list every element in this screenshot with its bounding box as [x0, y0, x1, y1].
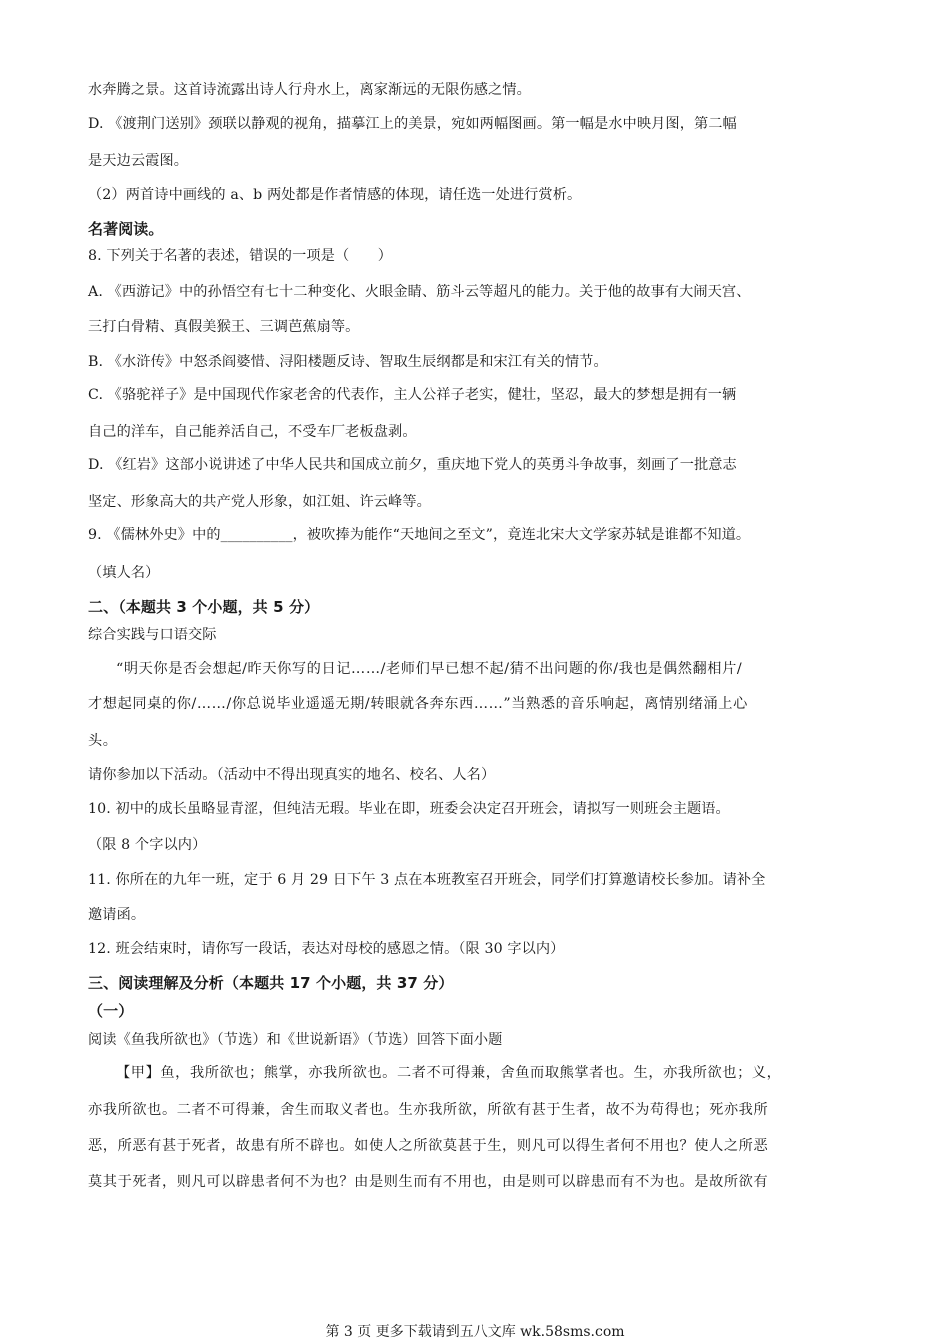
option-d-line: D. 《红岩》这部小说讲述了中华人民共和国成立前夕，重庆地下党人的英勇斗争故事，刻画了一批意志 [88, 457, 737, 473]
subsection-heading-1: （一） [88, 1002, 134, 1020]
text-line: 邀请函。 [88, 907, 146, 923]
text-line: 水奔腾之景。这首诗流露出诗人行舟水上，离家渐远的无限伤感之情。 [88, 82, 531, 98]
text-line: 是天边云霞图。 [88, 153, 189, 169]
lyrics-line: “明天你是否会想起/昨天你写的日记……/老师们早已想不起/猜不出问题的你/我也是偶然翻相片/ [116, 661, 743, 677]
lyrics-line: 才想起同桌的你/……/你总说毕业遥遥无期/转眼就各奔东西……”当熟悉的音乐响起，离情别绪涌上心 [88, 696, 748, 712]
text-line: 自己的洋车，自己能养活自己，不受车厂老板盘剥。 [88, 424, 417, 440]
subsection-title: 综合实践与口语交际 [88, 627, 217, 643]
question-12: 12. 班会结束时，请你写一段话，表达对母校的感恩之情。（限 30 字以内） [88, 941, 565, 957]
question-10: 10. 初中的成长虽略显青涩，但纯洁无瑕。毕业在即，班委会决定召开班会，请拟写一则班会主题语。 [88, 801, 730, 817]
text-line: 坚定、形象高大的共产党人形象，如江姐、许云峰等。 [88, 494, 431, 510]
option-c-line: C. 《骆驼祥子》是中国现代作家老舍的代表作，主人公祥子老实，健壮，坚忍，最大的梦想是拥有一辆 [88, 387, 737, 403]
text-line: 三打白骨精、真假美猴王、三调芭蕉扇等。 [88, 319, 360, 335]
section-heading-2: 二、（本题共 3 个小题，共 5 分） [88, 598, 320, 616]
text-line: （填人名） [88, 565, 160, 581]
question-8: 8. 下列关于名著的表述，错误的一项是（ ） [88, 248, 393, 264]
lyrics-line: 头。 [88, 733, 118, 749]
question-7-2: （2）两首诗中画线的 a、b 两处都是作者情感的体现，请任选一处进行赏析。 [88, 187, 582, 203]
page-footer: 第 3 页 更多下载请到五八文库 wk.58sms.com [325, 1324, 625, 1340]
passage-line: 亦我所欲也。二者不可得兼，舍生而取义者也。生亦我所欲，所欲有甚于生者，故不为苟得也；死亦我所 [88, 1102, 769, 1118]
passage-line: 【甲】鱼，我所欲也；熊掌，亦我所欲也。二者不可得兼，舍鱼而取熊掌者也。生，亦我所欲也；义， [116, 1065, 782, 1081]
question-9: 9. 《儒林外史》中的__________，被吹捧为能作“天地间之至文”，竟连北宋大文学家苏轼是谁都不知道。 [88, 527, 751, 543]
instruction-line: 请你参加以下活动。（活动中不得出现真实的地名、校名、人名） [88, 767, 496, 783]
section-heading-classics: 名著阅读。 [88, 220, 164, 238]
text-line: （限 8 个字以内） [88, 837, 207, 853]
passage-line: 恶，所恶有甚于死者，故患有所不辟也。如使人之所欲莫甚于生，则凡可以得生者何不用也？使人之所恶 [88, 1138, 769, 1154]
instruction-line: 阅读《鱼我所欲也》（节选）和《世说新语》（节选）回答下面小题 [88, 1032, 503, 1048]
option-b-line: B. 《水浒传》中怒杀阎婆惜、浔阳楼题反诗、智取生辰纲都是和宋江有关的情节。 [88, 354, 608, 370]
section-heading-3: 三、阅读理解及分析（本题共 17 个小题，共 37 分） [88, 974, 454, 992]
option-d-line: D. 《渡荆门送别》颈联以静观的视角，描摹江上的美景，宛如两幅图画。第一幅是水中映月图，第二幅 [88, 116, 737, 132]
passage-line: 莫其于死者，则凡可以辟患者何不为也？由是则生而有不用也，由是则可以辟患而有不为也。是故所欲有 [88, 1174, 769, 1190]
option-a-line: A. 《西游记》中的孙悟空有七十二种变化、火眼金睛、筋斗云等超凡的能力。关于他的故事有大闹天宫、 [88, 284, 751, 300]
question-11: 11. 你所在的九年一班，定于 6 月 29 日下午 3 点在本班教室召开班会，同学们打算邀请校长参加。请补全 [88, 872, 766, 888]
